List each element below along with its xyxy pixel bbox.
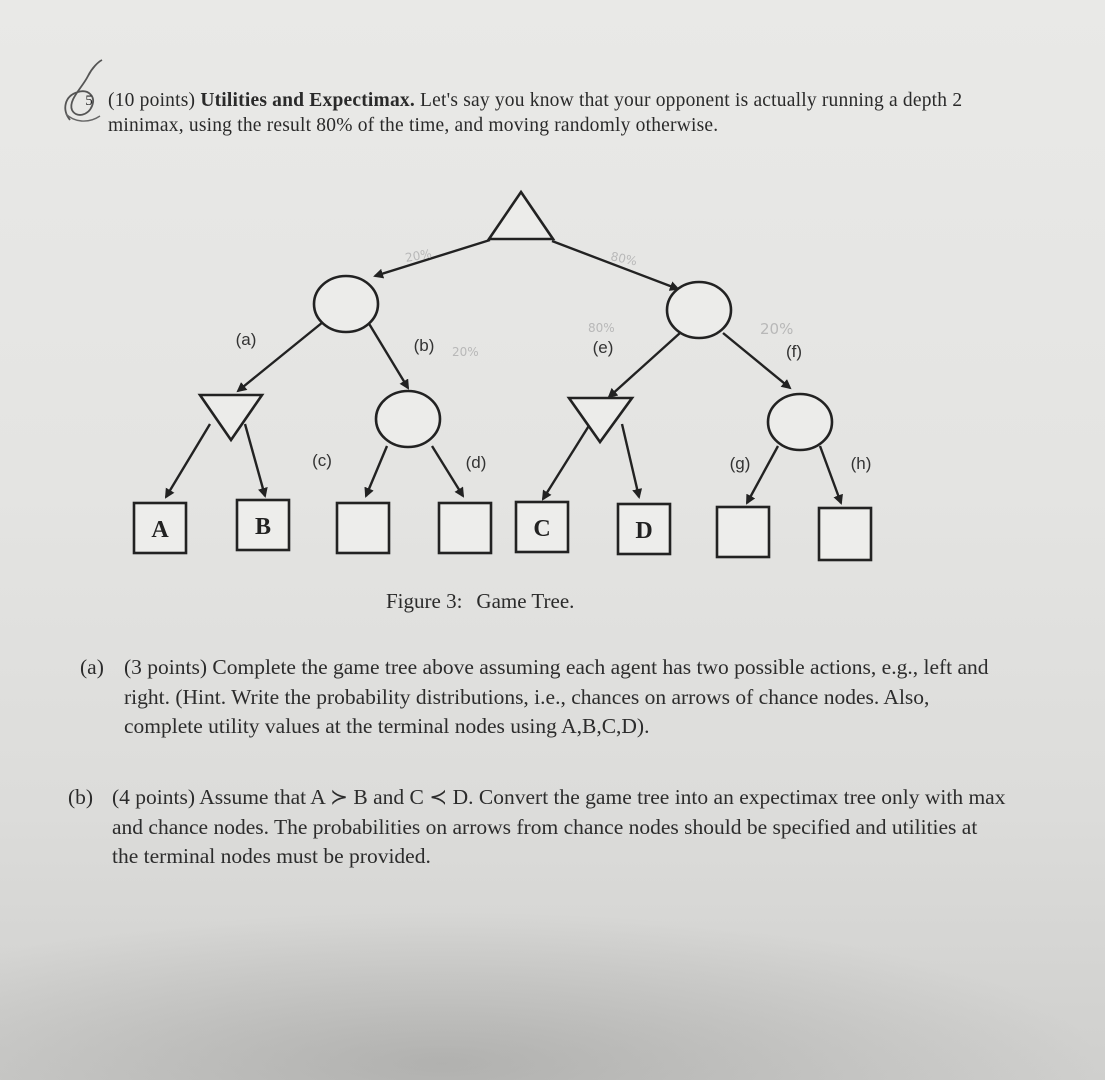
problem-points: (10 points) bbox=[108, 90, 196, 111]
page-shadow bbox=[0, 910, 1105, 1080]
leaf-2-label: B bbox=[254, 514, 272, 540]
chance-node-b bbox=[376, 391, 440, 447]
figure-caption bbox=[386, 589, 588, 614]
leaf-6-label: D bbox=[635, 518, 653, 544]
edge-label-e: (e) bbox=[592, 338, 614, 357]
edge-e bbox=[609, 333, 680, 397]
figure-caption-label: Figure 3: bbox=[386, 589, 463, 613]
part-b-text: (4 points) Assume that A ≻ B and C ≺ D. Convert the game tree into an expectimax tree only with max and chance nodes. The probabilities on arrows from chance nodes should be specified and utilities at the terminal nodes must be provided. bbox=[112, 785, 1006, 868]
question-part-b bbox=[68, 783, 1008, 872]
edge-label-h: (h) bbox=[850, 454, 872, 473]
edge-c bbox=[366, 446, 387, 496]
edge-label-f: (f) bbox=[785, 342, 803, 361]
pencil-note-1: 20% bbox=[404, 246, 433, 265]
problem-title: Utilities and Expectimax. bbox=[200, 90, 415, 111]
figure-caption-text: Game Tree. bbox=[476, 589, 575, 613]
part-a-text: (3 points) Complete the game tree above assuming each agent has two possible actions, e.g., left and right. (Hint. Write the probability distributions, i.e., chances on arrows of chance nodes. Also, complete utility values at the terminal nodes using A,B,C,D). bbox=[124, 655, 989, 738]
leaf-1-label: A bbox=[151, 517, 169, 543]
min-node-right bbox=[569, 398, 632, 442]
edge-label-a: (a) bbox=[235, 330, 257, 349]
edge-d bbox=[432, 446, 463, 496]
edge-min-left-b bbox=[245, 424, 265, 496]
edge-min-left-a bbox=[166, 424, 210, 497]
pencil-note-4: 80% bbox=[588, 321, 615, 335]
edge-h bbox=[820, 446, 841, 503]
edge-min-right-d bbox=[622, 424, 639, 497]
edge-label-c: (c) bbox=[312, 451, 332, 470]
leaf-5-label: C bbox=[533, 516, 551, 542]
edge-min-right-c bbox=[543, 424, 590, 499]
leaf-3 bbox=[337, 503, 389, 553]
part-a-label: (a) bbox=[80, 655, 104, 679]
chance-node-left bbox=[314, 276, 378, 332]
edge-root-right bbox=[552, 241, 678, 289]
part-b-label: (b) bbox=[68, 785, 94, 809]
edge-label-g: (g) bbox=[729, 454, 751, 473]
chance-node-right bbox=[667, 282, 731, 338]
pencil-note-3: 20% bbox=[452, 345, 479, 359]
edge-b bbox=[368, 322, 408, 388]
edge-g bbox=[747, 446, 778, 503]
problem-number: 5 bbox=[85, 93, 93, 109]
pencil-note-5: 20% bbox=[760, 320, 794, 338]
edge-label-d: (d) bbox=[465, 453, 487, 472]
leaf-4 bbox=[439, 503, 491, 553]
edge-root-left bbox=[375, 240, 490, 276]
edge-label-b: (b) bbox=[413, 336, 435, 355]
leaf-7 bbox=[717, 507, 769, 557]
leaf-8 bbox=[819, 508, 871, 560]
pencil-note-2: 80% bbox=[609, 249, 639, 269]
chance-node-f bbox=[768, 394, 832, 450]
root-max-node bbox=[489, 192, 553, 239]
edge-f bbox=[723, 333, 790, 388]
min-node-left bbox=[200, 395, 262, 440]
problem-body: Let's say you know that your opponent is actually running a depth 2 minimax, using the result 80% of the time, and moving randomly otherwise. bbox=[108, 90, 963, 136]
question-part-a bbox=[80, 653, 1005, 742]
